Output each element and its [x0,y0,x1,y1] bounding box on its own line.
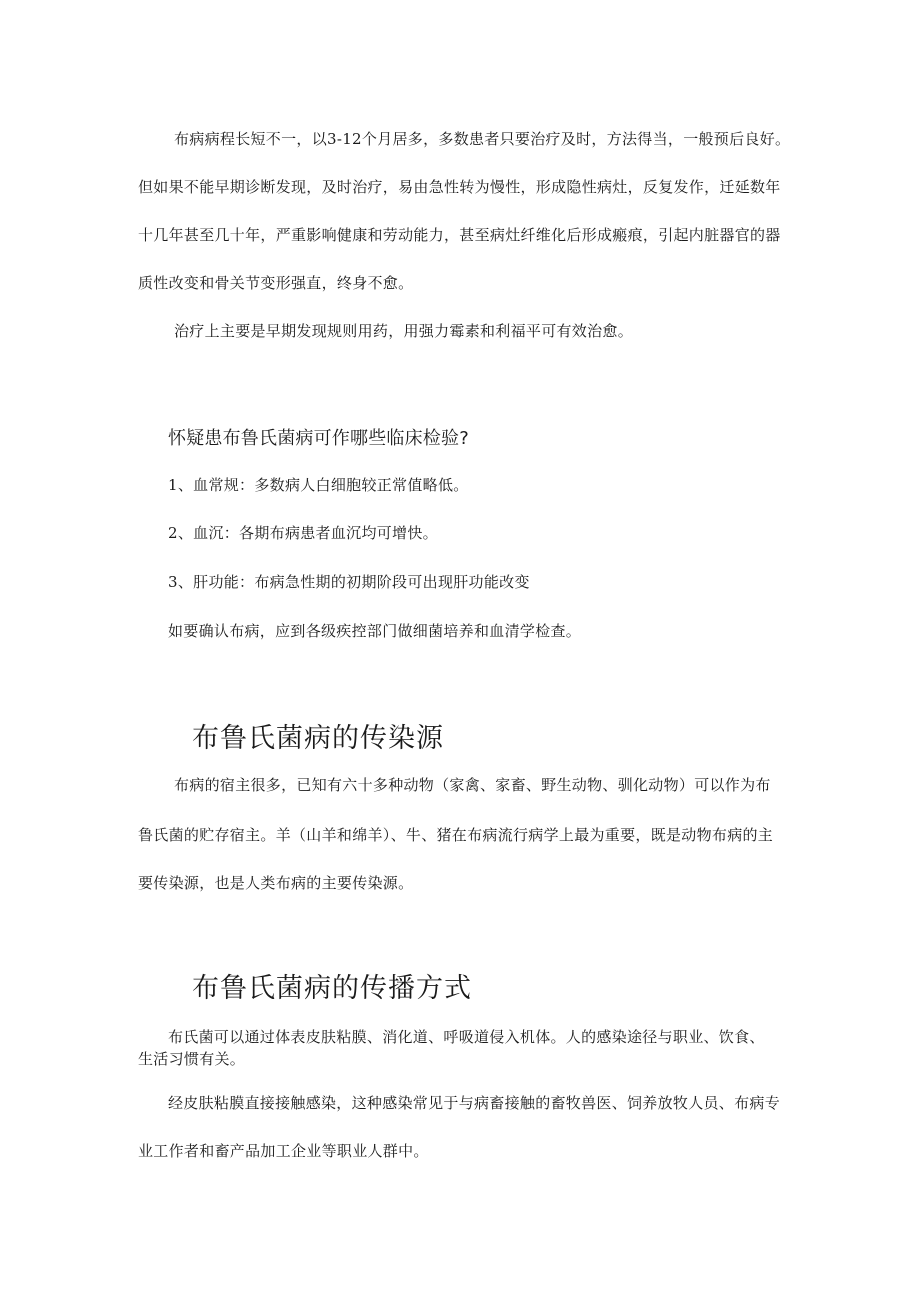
treatment-paragraph [138,320,790,344]
source-line-3: 要传染源，也是人类布病的主要传染源。 [138,874,414,892]
transmission-p2-line-1: 经皮肤粘膜直接接触感染，这种感染常见于与病畜接触的畜牧兽医、饲养放牧人员、布病专 [168,1094,781,1112]
transmission-paragraph-1 [138,1026,790,1070]
prognosis-line-3: 十几年甚至几十年，严重影响健康和劳动能力，甚至病灶纤维化后形成瘢痕，引起内脏器官的器 [138,226,781,244]
transmission-p1-line-2: 生活习惯有关。 [138,1050,246,1068]
exams-heading: 怀疑患布鲁氏菌病可作哪些临床检验? [168,428,469,449]
transmission-p1-line-1: 布氏菌可以通过体表皮肤粘膜、消化道、呼吸道侵入机体。人的感染途径与职业、饮食、 [168,1028,765,1046]
source-line-2: 鲁氏菌的贮存宿主。羊（山羊和绵羊）、牛、猪在布病流行病学上最为重要，既是动物布病的主 [138,826,774,844]
exam-item-esr: 2、血沉：各期布病患者血沉均可增快。 [168,524,438,542]
prognosis-paragraph [138,128,790,298]
transmission-paragraph-2 [138,1092,790,1162]
treatment-line-1: 治疗上主要是早期发现规则用药，用强力霉素和利福平可有效治愈。 [174,322,634,340]
exam-item-blood-routine: 1、血常规：多数病人白细胞较正常值略低。 [168,476,469,494]
transmission-p2-line-2: 业工作者和畜产品加工企业等职业人群中。 [138,1142,429,1160]
prognosis-line-4: 质性改变和骨关节变形强直，终身不愈。 [138,274,414,292]
source-paragraph [138,774,790,894]
transmission-heading: 布鲁氏菌病的传播方式 [192,973,472,1004]
exam-item-liver-function: 3、肝功能：布病急性期的初期阶段可出现肝功能改变 [168,573,530,591]
prognosis-line-2: 但如果不能早期诊断发现，及时治疗，易由急性转为慢性，形成隐性病灶，反复发作，迁延数年 [138,178,781,196]
source-line-1: 布病的宿主很多，已知有六十多种动物（家禽、家畜、野生动物、驯化动物）可以作为布 [174,776,771,794]
exam-note: 如要确认布病，应到各级疾控部门做细菌培养和血清学检查。 [168,622,582,640]
prognosis-line-1: 布病病程长短不一，以3-12个月居多，多数患者只要治疗及时，方法得当，一般预后良好。 [174,130,791,148]
source-heading: 布鲁氏菌病的传染源 [192,723,444,754]
